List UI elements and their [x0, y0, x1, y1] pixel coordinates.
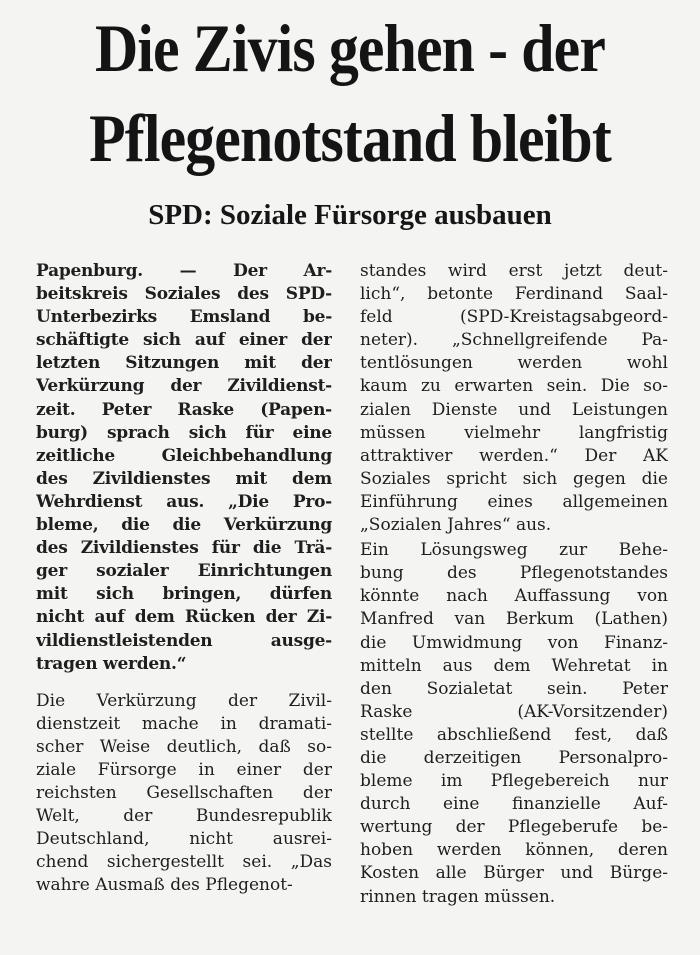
text-line: des Zivildienstes mit dem — [36, 468, 332, 489]
text-line: nicht auf dem Rücken der Zi- — [36, 607, 332, 628]
body-paragraph-2 — [360, 260, 668, 537]
text-line: Ein Lösungsweg zur Behe- — [360, 540, 668, 561]
text-line: tragen werden.“ — [36, 653, 187, 674]
text-line: letzten Sitzungen mit der — [36, 353, 332, 374]
text-line: Welt, der Bundesrepublik — [36, 806, 332, 827]
text-line: Raske (AK-Vorsitzender) — [360, 701, 668, 722]
text-line: feld (SPD-Kreistagsabgeord- — [360, 307, 668, 328]
text-line: Manfred van Berkum (Lathen) — [360, 609, 668, 630]
text-line: durch eine finanzielle Auf- — [360, 794, 668, 815]
text-line: zeit. Peter Raske (Papen- — [36, 399, 332, 420]
text-line: mitteln aus dem Wehretat in — [360, 655, 668, 676]
text-line: Soziales spricht sich gegen die — [360, 468, 668, 489]
text-line: reichsten Gesellschaften der — [36, 783, 332, 804]
body-paragraph-1 — [36, 690, 332, 898]
text-line: tentlösungen werden wohl — [360, 353, 668, 374]
text-line: stellte abschließend fest, daß — [360, 724, 668, 745]
text-line: Wehrdienst aus. „Die Pro- — [36, 491, 332, 512]
text-line: die Umwidmung von Finanz- — [360, 632, 668, 653]
text-line: lich“, betonte Ferdinand Saal- — [360, 284, 668, 305]
text-line: bleme im Pflegebereich nur — [360, 771, 668, 792]
text-line: kaum zu erwarten sein. Die so- — [360, 376, 668, 397]
text-line: den Sozialetat sein. Peter — [360, 678, 668, 699]
lead-paragraph — [36, 260, 332, 676]
headline-line-2: Pflegenotstand bleibt — [89, 100, 611, 176]
text-line: ger sozialer Einrichtungen — [36, 561, 332, 582]
text-line: bung des Pflegenotstandes — [360, 563, 668, 584]
text-line: Einführung eines allgemeinen — [360, 491, 668, 512]
text-line: mit sich bringen, dürfen — [36, 584, 332, 605]
text-line: zialen Dienste und Leistungen — [360, 399, 668, 420]
text-line: chend sichergestellt sei. „Das — [36, 852, 332, 873]
text-line: neter). „Schnellgreifende Pa- — [360, 330, 668, 351]
text-line: Unterbezirks Emsland be- — [36, 307, 332, 328]
text-line: „Sozialen Jahres“ aus. — [360, 515, 552, 536]
text-line: rinnen tragen müssen. — [360, 886, 556, 907]
text-line: dienstzeit mache in dramati- — [36, 713, 332, 734]
text-line: Verkürzung der Zivildienst- — [36, 376, 332, 397]
text-line: Die Verkürzung der Zivil- — [36, 690, 332, 711]
paragraph-spacer — [36, 676, 332, 690]
left-column — [36, 260, 332, 898]
text-line: ziale Fürsorge in einer der — [36, 759, 332, 780]
text-line: hoben werden können, deren — [360, 840, 668, 861]
text-line: bleme, die die Verkürzung — [36, 515, 332, 536]
text-line: scher Weise deutlich, daß so- — [36, 736, 332, 757]
text-line: des Zivildienstes für die Trä- — [36, 538, 332, 559]
subheadline: SPD: Soziale Fürsorge ausbauen — [148, 199, 552, 231]
headline-line-1: Die Zivis gehen - der — [94, 10, 606, 86]
text-line: könnte nach Auffassung von — [360, 586, 668, 607]
text-line: die derzeitigen Personalpro- — [360, 747, 668, 768]
text-line: Kosten alle Bürger und Bürge- — [360, 863, 668, 884]
text-line: beitskreis Soziales des SPD- — [36, 284, 332, 305]
text-line: Deutschland, nicht ausrei- — [36, 829, 332, 850]
text-line: Papenburg. — Der Ar- — [36, 261, 332, 281]
text-line: wahre Ausmaß des Pflegenot- — [36, 875, 293, 896]
text-line: vildienstleistenden ausge- — [36, 630, 332, 651]
text-line: müssen vielmehr langfristig — [360, 422, 668, 443]
text-line: attraktiver werden.“ Der AK — [360, 445, 668, 466]
right-column — [360, 260, 668, 909]
body-paragraph-3 — [360, 539, 668, 909]
text-line: wertung der Pflegeberufe be- — [360, 817, 668, 838]
text-line: schäftigte sich auf einer der — [36, 330, 332, 351]
text-line: zeitliche Gleichbehandlung — [36, 445, 332, 466]
text-line: standes wird erst jetzt deut- — [360, 261, 668, 281]
text-line: burg) sprach sich für eine — [36, 422, 332, 443]
